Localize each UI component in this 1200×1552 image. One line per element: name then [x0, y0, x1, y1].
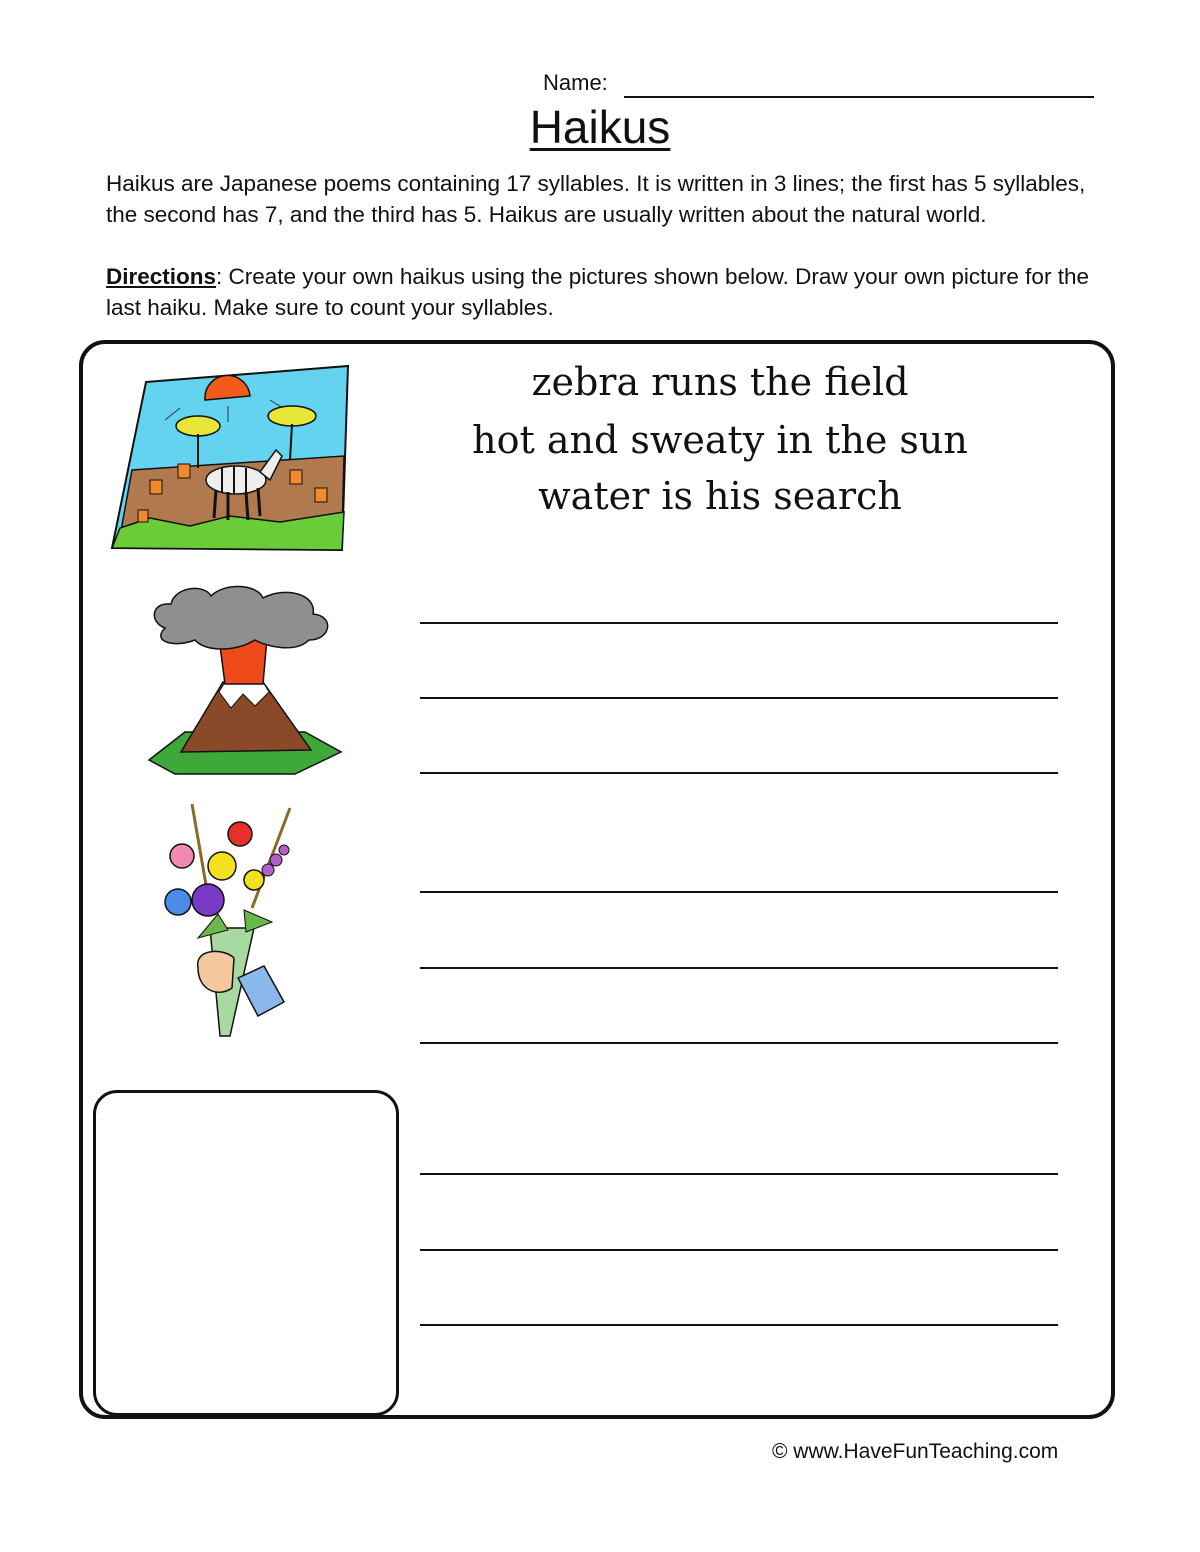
directions: [106, 261, 1106, 323]
page-title: Haikus: [529, 101, 671, 153]
flower-bouquet-picture: [158, 798, 303, 1043]
drawing-box[interactable]: [93, 1090, 399, 1416]
name-input-line[interactable]: [624, 96, 1094, 98]
writing-line[interactable]: [420, 1249, 1058, 1251]
directions-text: : Create your own haikus using the pictures shown below. Draw your own picture for the last haiku. Make sure to count your syllables.: [106, 264, 1089, 320]
writing-line[interactable]: [420, 891, 1058, 893]
writing-line[interactable]: [420, 697, 1058, 699]
writing-line[interactable]: [420, 967, 1058, 969]
name-label: Name:: [543, 70, 608, 95]
example-haiku-line-3: water is his search: [538, 474, 902, 518]
directions-label: Directions: [106, 264, 217, 289]
intro-text: Haikus are Japanese poems containing 17 syllables. It is written in 3 lines; the first has 5 syllables, the second has 7, and the third has 5. Haikus are usually written about the natural world.: [106, 171, 1086, 227]
footer-copyright: © www.HaveFunTeaching.com: [772, 1440, 1059, 1463]
writing-line[interactable]: [420, 1324, 1058, 1326]
zebra-savanna-picture: [110, 360, 355, 555]
writing-line[interactable]: [420, 622, 1058, 624]
writing-line[interactable]: [420, 1042, 1058, 1044]
example-haiku-line-2: hot and sweaty in the sun: [472, 418, 968, 462]
volcano-picture: [145, 582, 345, 782]
writing-line[interactable]: [420, 772, 1058, 774]
example-haiku-line-1: zebra runs the field: [531, 360, 909, 404]
writing-line[interactable]: [420, 1173, 1058, 1175]
